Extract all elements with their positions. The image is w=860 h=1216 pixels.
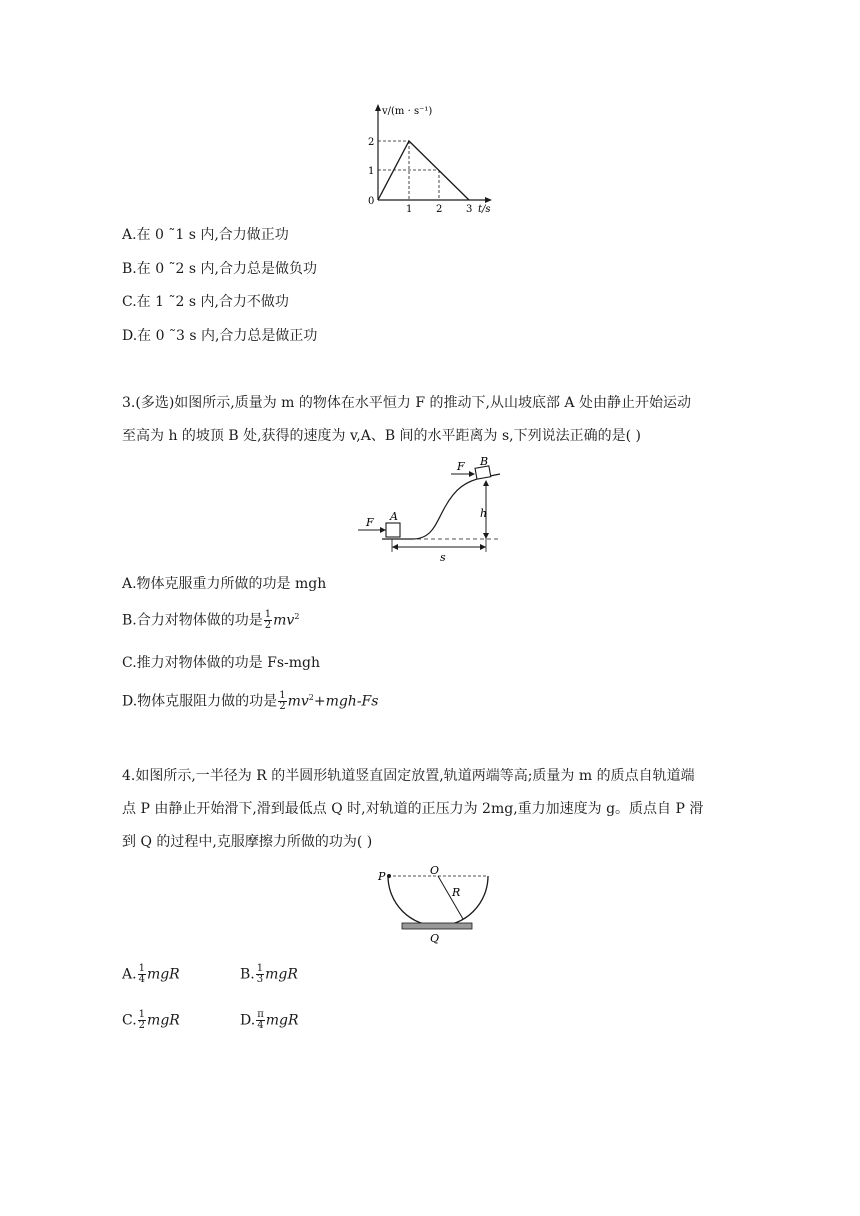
fraction-half: $\frac{1}{2}$ [264,609,272,632]
point-q-label: Q [430,932,440,945]
q4-option-c: C. $\frac{1}{2}$ mgR [122,1009,180,1031]
q3-option-c: C.推力对物体做的功是 Fs-mgh [122,655,320,671]
y-tick-2: 2 [368,137,375,148]
y-axis-label: v/(m · s⁻¹) [382,106,433,117]
x-axis-arrow [485,197,492,203]
distance-label: s [440,551,446,564]
radius-label: R [452,886,461,899]
q4-stem-line1: 4.如图所示,一半径为 R 的半圆形轨道竖直固定放置,轨道两端等高;质量为 m 的质点自轨道端 [122,768,695,784]
velocity-curve [378,141,469,200]
q4-option-a: A. $\frac{1}{4}$ mgR [122,963,180,985]
q4-option-b: B. $\frac{1}{3}$ mgR [240,963,298,985]
q2-option-c: C.在 1 ˜2 s 内,合力不做功 [122,294,289,310]
base-plate [402,923,472,929]
x-axis-label: t/s [478,204,491,215]
height-label: h [480,507,488,520]
q4-option-d: D. $\frac{\pi}{4}$ mgR [240,1009,299,1031]
q2-option-b: B.在 0 ˜2 s 内,合力总是做负功 [122,261,317,277]
y-axis-arrow [375,104,381,111]
force-label-bottom: F [366,516,374,529]
x-tick-2: 2 [436,204,443,215]
x-tick-3: 3 [466,204,473,215]
y-tick-1: 1 [368,166,375,177]
q3-stem-line2: 至高为 h 的坡顶 B 处,获得的速度为 v,A、B 间的水平距离为 s,下列说法正确的是( ) [122,428,642,444]
point-p [387,874,391,878]
q3-option-a: A.物体克服重力所做的功是 mgh [122,576,327,592]
force-label-top: F [457,460,465,473]
point-o-label: O [430,864,440,877]
q3-stem-line1: 3.(多选)如图所示,质量为 m 的物体在水平恒力 F 的推动下,从山坡底部 A 处由静止开始运动 [122,395,691,411]
point-a-label: A [390,510,398,523]
q3-option-b: B.合力对物体做的功是 $\frac{1}{2}$ $mv^2$ [122,609,300,632]
q3-option-d: D.物体克服阻力做的功是 $\frac{1}{2}$ $mv^2+mgh-Fs$ [122,690,379,713]
x-tick-1: 1 [406,204,413,215]
point-b-label: B [480,455,489,468]
q2-option-a: A.在 0 ˜1 s 内,合力做正功 [122,227,289,243]
q2-option-d: D.在 0 ˜3 s 内,合力总是做正功 [122,328,318,344]
fraction-half: $\frac{1}{2}$ [279,690,286,713]
block-a [386,523,400,537]
origin-label: 0 [368,196,375,207]
q4-stem-line3: 到 Q 的过程中,克服摩擦力所做的功为( ) [122,834,373,850]
point-p-label: P [378,870,386,883]
velocity-time-graph [360,100,510,220]
q3-stem [122,387,742,453]
semicircle-track [388,876,488,926]
q4-stem [122,760,742,859]
semicircle-track-diagram [372,862,502,948]
slope-diagram [350,455,510,565]
q4-stem-line2: 点 P 由静止开始滑下,滑到最低点 Q 时,对轨道的正压力为 2mg,重力加速度为 g。质点自 P 滑 [122,801,704,817]
